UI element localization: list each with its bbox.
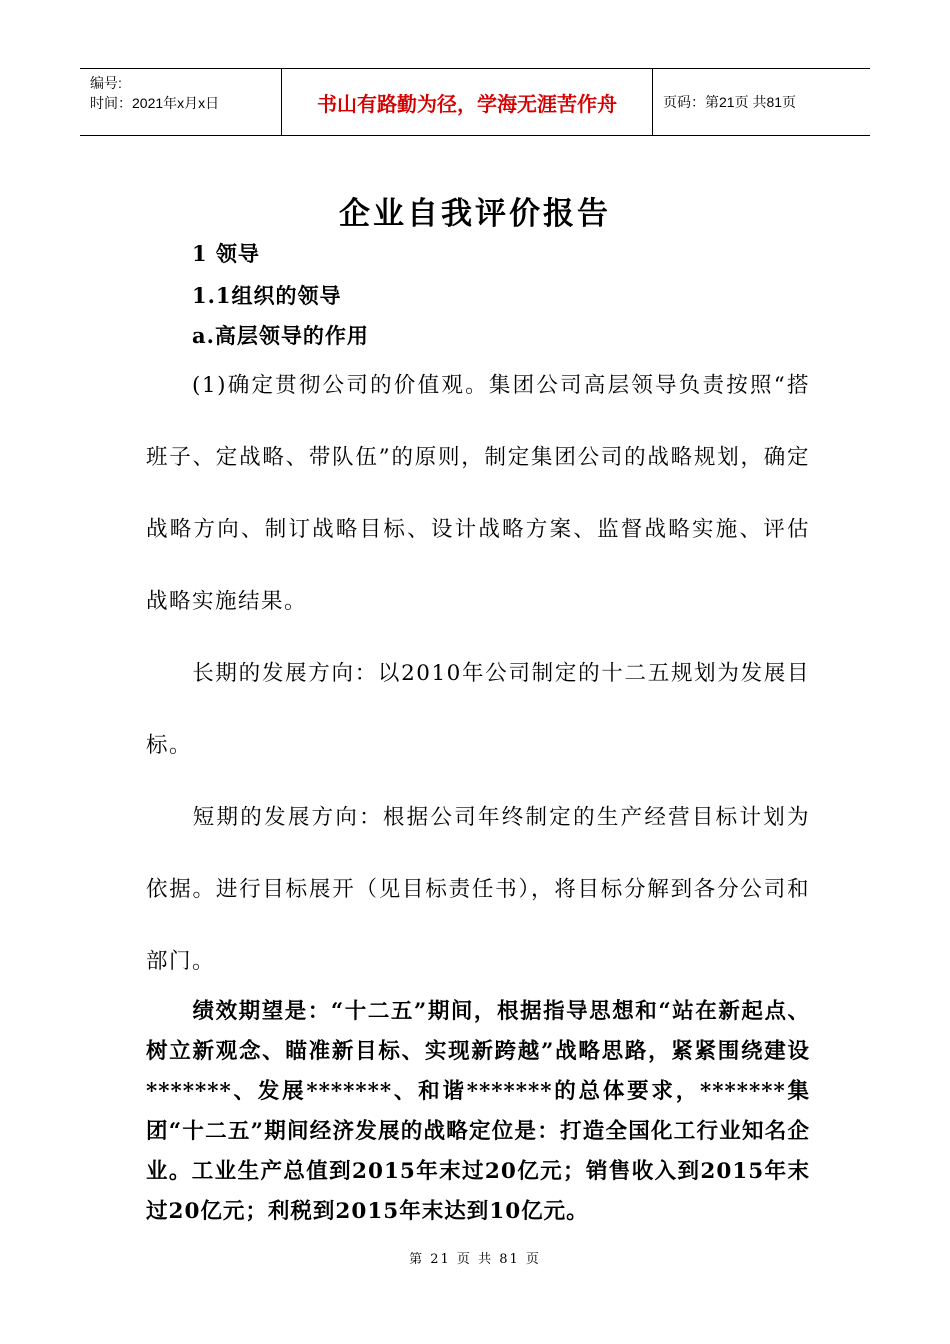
body-paragraph-3-text: 短期的发展方向：根据公司年终制定的生产经营目标计划为依据。进行目标展开（见目标责任书），将目标分解到各分公司和部门。	[146, 805, 810, 974]
body-paragraph-1-text: (1)确定贯彻公司的价值观。集团公司高层领导负责按照“搭班子、定战略、带队伍”的原则，制定集团公司的战略规划，确定战略方向、制订战略目标、设计战略方案、监督战略实施、评估战略实施结果。	[146, 373, 810, 614]
heading-level-1: 1 领导	[192, 241, 260, 266]
body-paragraph-2	[146, 638, 810, 782]
bold-paragraph-text: 绩效期望是：“十二五”期间，根据指导思想和“站在新起点、树立新观念、瞄准新目标、实现新跨越”战略思路，紧紧围绕建设*******、发展*******、和谐*******的总体要求，*******集团“十二五”期间经济发展的战略定位是：打造全国化工行业知名企业。工业生产总值到2015年末过20亿元；销售收入到2015年末过20亿元；利税到2015年末达到10亿元。	[146, 999, 810, 1224]
header-page-cell	[653, 69, 870, 135]
body-paragraph-2-text: 长期的发展方向：以2010年公司制定的十二五规划为发展目标。	[146, 661, 810, 758]
heading-level-2: 1.1组织的领导	[192, 283, 342, 308]
page-header	[80, 68, 870, 136]
bold-paragraph	[146, 992, 810, 1232]
header-time-label: 时间：2021年x月x日	[90, 95, 220, 111]
body-paragraph-1	[146, 350, 810, 638]
body-paragraph-3	[146, 782, 810, 998]
document-title: 企业自我评价报告	[339, 196, 611, 232]
header-page-code: 页码：第21页 共81页	[663, 94, 797, 110]
header-motto-cell	[282, 69, 653, 135]
page-footer: 第 21 页 共 81 页	[409, 1252, 541, 1267]
heading-level-3: a.高层领导的作用	[192, 323, 369, 348]
header-motto: 书山有路勤为径，学海无涯苦作舟	[317, 91, 617, 116]
header-meta-cell	[80, 69, 282, 135]
header-number-label: 编号:	[90, 75, 122, 91]
